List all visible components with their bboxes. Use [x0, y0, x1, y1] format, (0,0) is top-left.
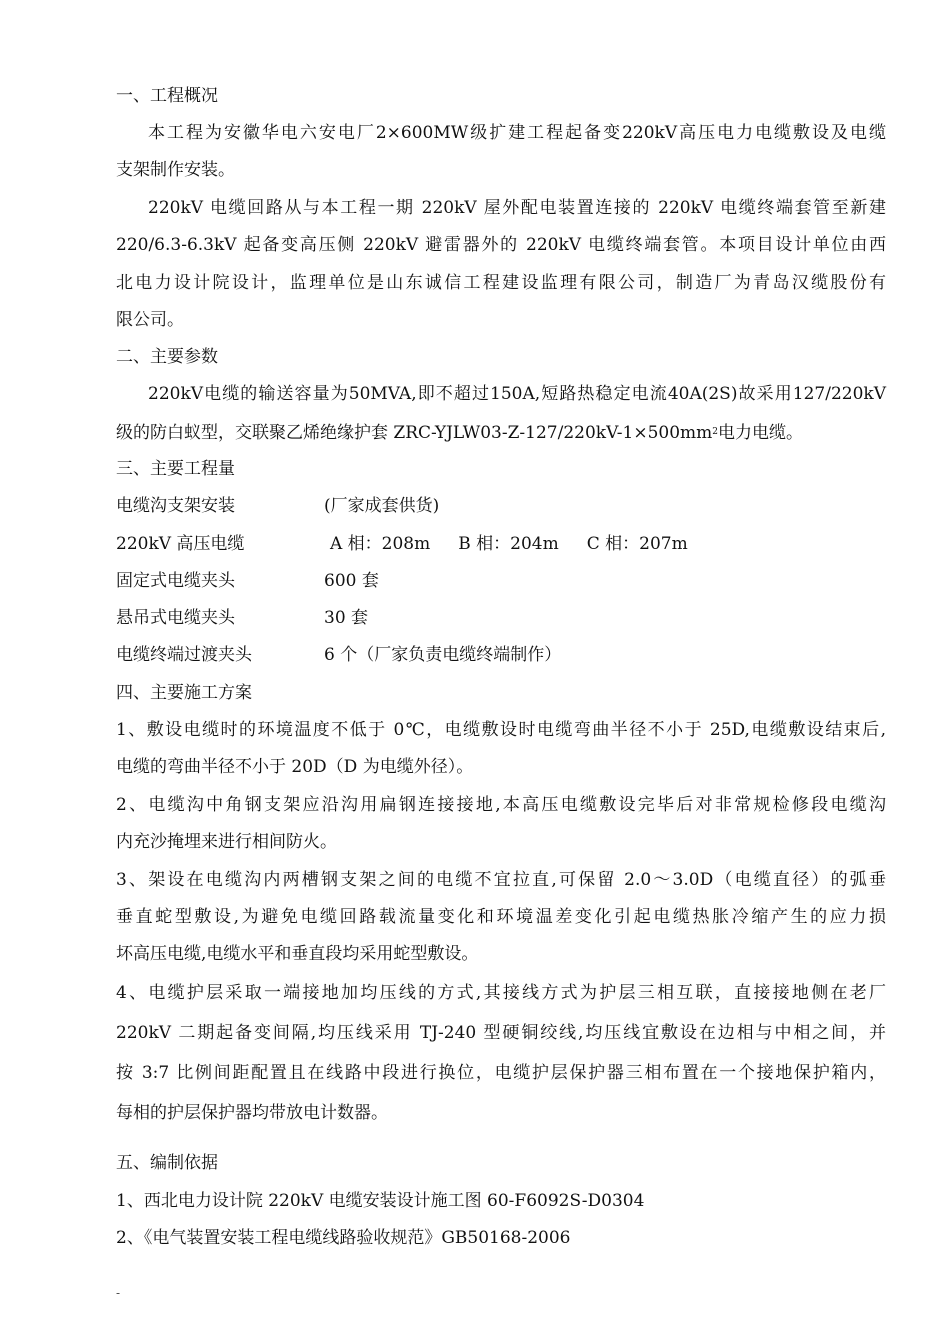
- phase-a-length: A 相：208m: [330, 534, 431, 554]
- quantity-label: 固定式电缆夹头: [116, 571, 235, 591]
- sec2-line-2-text: 级的防白蚁型，交联聚乙烯绝缘护套 ZRC-YJLW03-Z-127/220kV-1×500mm: [116, 423, 713, 443]
- sec4-item-1-line-2: 电缆的弯曲半径不小于 20D（D 为电缆外径）。: [116, 757, 474, 777]
- phase-b-length: B 相：204m: [458, 534, 559, 554]
- quantity-label: 电缆终端过渡夹头: [116, 645, 252, 665]
- sec1-paragraph-1-line-2: 支架制作安装。: [116, 160, 235, 180]
- sec2-paragraph-line-2: [116, 420, 886, 444]
- page-footer-mark: -: [116, 1286, 121, 1300]
- sec4-item-4-line-3: 按 3:7 比例间距配置且在线路中段进行换位，电缆护层保护器三相布置在一个接地保护箱内，: [116, 1063, 886, 1083]
- quantity-value: 30 套: [324, 608, 369, 628]
- section-5-heading: 五、编制依据: [116, 1153, 218, 1173]
- sec4-item-4-line-1: 4、电缆护层采取一端接地加均压线的方式,其接线方式为护层三相互联，直接接地侧在老厂: [116, 983, 886, 1003]
- reference-item: 2、《电气装置安装工程电缆线路验收规范》GB50168-2006: [116, 1228, 571, 1248]
- sec2-line-2-tail: 电力电缆。: [718, 423, 804, 443]
- quantity-label: 电缆沟支架安装: [116, 496, 235, 516]
- sec4-item-2-line-1: 2、电缆沟中角钢支架应沿沟用扁钢连接接地,本高压电缆敷设完毕后对非常规检修段电缆沟: [116, 795, 886, 815]
- reference-item: 1、西北电力设计院 220kV 电缆安装设计施工图 60-F6092S-D0304: [116, 1191, 645, 1211]
- sec4-item-2-line-2: 内充沙掩埋来进行相间防火。: [116, 832, 337, 852]
- sec4-item-4-line-4: 每相的护层保护器均带放电计数器。: [116, 1103, 388, 1123]
- sec1-paragraph-2-line-1: 220kV 电缆回路从与本工程一期 220kV 屋外配电装置连接的 220kV 电缆终端套管至新建: [148, 198, 886, 218]
- sec4-item-3-line-2: 垂直蛇型敷设,为避免电缆回路载流量变化和环境温差变化引起电缆热胀冷缩产生的应力损: [116, 907, 886, 927]
- cable-phase-lengths: [330, 532, 716, 556]
- quantity-value: (厂家成套供货): [324, 496, 440, 516]
- section-2-heading: 二、主要参数: [116, 347, 218, 367]
- quantity-label: 220kV 高压电缆: [116, 534, 245, 554]
- section-3-heading: 三、主要工程量: [116, 459, 235, 479]
- phase-c-length: C 相：207m: [586, 534, 688, 554]
- sec4-item-3-line-1: 3、架设在电缆沟内两槽钢支架之间的电缆不宜拉直,可保留 2.0～3.0D（电缆直径）的弧垂: [116, 870, 886, 890]
- quantity-value: 6 个（厂家负责电缆终端制作）: [324, 645, 562, 665]
- sec2-paragraph-line-1: 220kV电缆的输送容量为50MVA,即不超过150A,短路热稳定电流40A(2S)故采用127/220kV: [148, 384, 886, 404]
- sec4-item-3-line-3: 坏高压电缆,电缆水平和垂直段均采用蛇型敷设。: [116, 944, 479, 964]
- sec1-paragraph-1-line-1: 本工程为安徽华电六安电厂2×600MW级扩建工程起备变220kV高压电力电缆敷设及电缆: [148, 123, 886, 143]
- sec1-paragraph-2-line-3: 北电力设计院设计，监理单位是山东诚信工程建设监理有限公司，制造厂为青岛汉缆股份有: [116, 273, 886, 293]
- unit-superscript: 2: [712, 427, 719, 437]
- sec4-item-1-line-1: 1、敷设电缆时的环境温度不低于 0℃，电缆敷设时电缆弯曲半径不小于 25D,电缆敷设结束后,: [116, 720, 886, 740]
- sec4-item-4-line-2: 220kV 二期起备变间隔,均压线采用 TJ-240 型硬铜绞线,均压线宜敷设在边相与中相之间，并: [116, 1023, 886, 1043]
- sec1-paragraph-2-line-2: 220/6.3-6.3kV 起备变高压侧 220kV 避雷器外的 220kV 电缆终端套管。本项目设计单位由西: [116, 235, 886, 255]
- section-1-heading: 一、工程概况: [116, 86, 218, 106]
- quantity-label: 悬吊式电缆夹头: [116, 608, 235, 628]
- quantity-value: 600 套: [324, 571, 379, 591]
- sec1-paragraph-2-line-4: 限公司。: [116, 310, 184, 330]
- section-4-heading: 四、主要施工方案: [116, 683, 252, 703]
